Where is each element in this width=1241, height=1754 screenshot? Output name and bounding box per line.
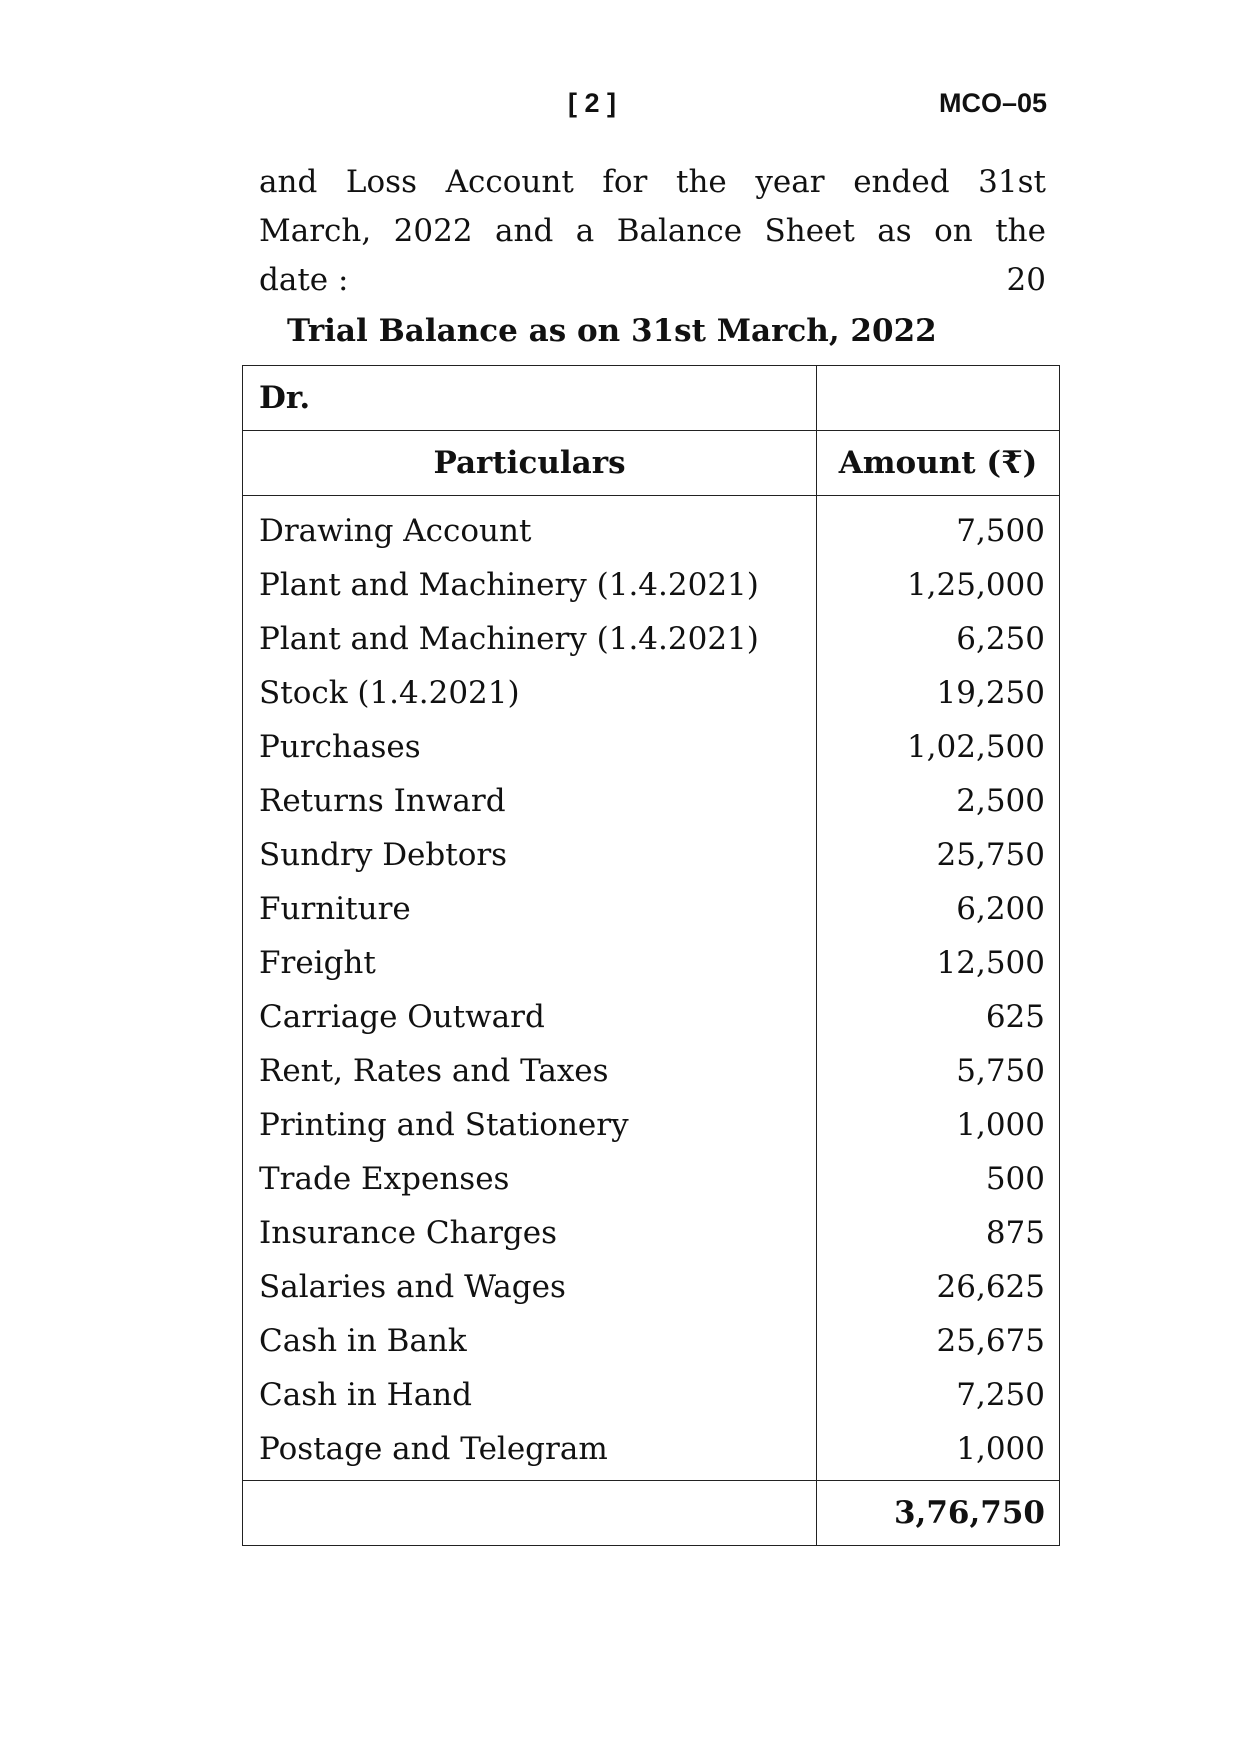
amount-cell: 25,750 — [817, 828, 1060, 882]
question-last-line — [259, 256, 1046, 305]
table-row — [243, 1422, 1060, 1481]
particular-cell: Stock (1.4.2021) — [243, 666, 817, 720]
table-row — [243, 1152, 1060, 1206]
column-header-amount: Amount (₹) — [817, 431, 1060, 496]
table-row — [243, 558, 1060, 612]
particular-cell: Sundry Debtors — [243, 828, 817, 882]
amount-cell: 5,750 — [817, 1044, 1060, 1098]
particular-cell: Rent, Rates and Taxes — [243, 1044, 817, 1098]
question-marks: 20 — [1006, 262, 1046, 298]
table-row — [243, 828, 1060, 882]
amount-cell: 7,500 — [817, 496, 1060, 559]
particular-cell: Salaries and Wages — [243, 1260, 817, 1314]
particular-cell: Cash in Bank — [243, 1314, 817, 1368]
amount-cell: 6,250 — [817, 612, 1060, 666]
amount-cell: 875 — [817, 1206, 1060, 1260]
column-header-particulars: Particulars — [243, 431, 817, 496]
amount-cell: 12,500 — [817, 936, 1060, 990]
particular-cell: Furniture — [243, 882, 817, 936]
trial-balance-title: Trial Balance as on 31st March, 2022 — [287, 313, 937, 349]
particular-cell: Returns Inward — [243, 774, 817, 828]
particular-cell: Carriage Outward — [243, 990, 817, 1044]
table-row — [243, 1206, 1060, 1260]
table-row — [243, 1098, 1060, 1152]
page-number: [ 2 ] — [568, 88, 617, 118]
table-row — [243, 720, 1060, 774]
side-label-row — [243, 366, 1060, 431]
question-line: and Loss Account for the year ended 31st — [259, 164, 1046, 200]
side-label-empty-cell — [817, 366, 1060, 431]
amount-cell: 19,250 — [817, 666, 1060, 720]
total-empty-cell — [243, 1481, 817, 1546]
particular-cell: Plant and Machinery (1.4.2021) — [243, 558, 817, 612]
particular-cell: Postage and Telegram — [243, 1422, 817, 1481]
amount-cell: 2,500 — [817, 774, 1060, 828]
question-line: date : — [259, 262, 349, 298]
table-row — [243, 990, 1060, 1044]
amount-cell: 26,625 — [817, 1260, 1060, 1314]
particular-cell: Insurance Charges — [243, 1206, 817, 1260]
total-amount: 3,76,750 — [817, 1481, 1060, 1546]
particular-cell: Purchases — [243, 720, 817, 774]
amount-cell: 500 — [817, 1152, 1060, 1206]
particular-cell: Freight — [243, 936, 817, 990]
table-row — [243, 1044, 1060, 1098]
table-row — [243, 774, 1060, 828]
table-row — [243, 612, 1060, 666]
side-label: Dr. — [243, 366, 817, 431]
table-row — [243, 1368, 1060, 1422]
table-row — [243, 496, 1060, 559]
amount-cell: 1,000 — [817, 1098, 1060, 1152]
amount-cell: 25,675 — [817, 1314, 1060, 1368]
particular-cell: Drawing Account — [243, 496, 817, 559]
amount-cell: 6,200 — [817, 882, 1060, 936]
amount-cell: 1,25,000 — [817, 558, 1060, 612]
table-row — [243, 882, 1060, 936]
particular-cell: Printing and Stationery — [243, 1098, 817, 1152]
table-header-row — [243, 431, 1060, 496]
amount-cell: 7,250 — [817, 1368, 1060, 1422]
table-row — [243, 1260, 1060, 1314]
question-text — [259, 158, 1046, 305]
particular-cell: Cash in Hand — [243, 1368, 817, 1422]
total-row — [243, 1481, 1060, 1546]
table-row — [243, 666, 1060, 720]
trial-balance-table — [242, 365, 1060, 1546]
table-row — [243, 936, 1060, 990]
amount-cell: 1,02,500 — [817, 720, 1060, 774]
question-line: March, 2022 and a Balance Sheet as on the — [259, 213, 1046, 249]
particular-cell: Trade Expenses — [243, 1152, 817, 1206]
paper-code: MCO–05 — [938, 88, 1047, 118]
amount-cell: 625 — [817, 990, 1060, 1044]
particular-cell: Plant and Machinery (1.4.2021) — [243, 612, 817, 666]
amount-cell: 1,000 — [817, 1422, 1060, 1481]
table-row — [243, 1314, 1060, 1368]
